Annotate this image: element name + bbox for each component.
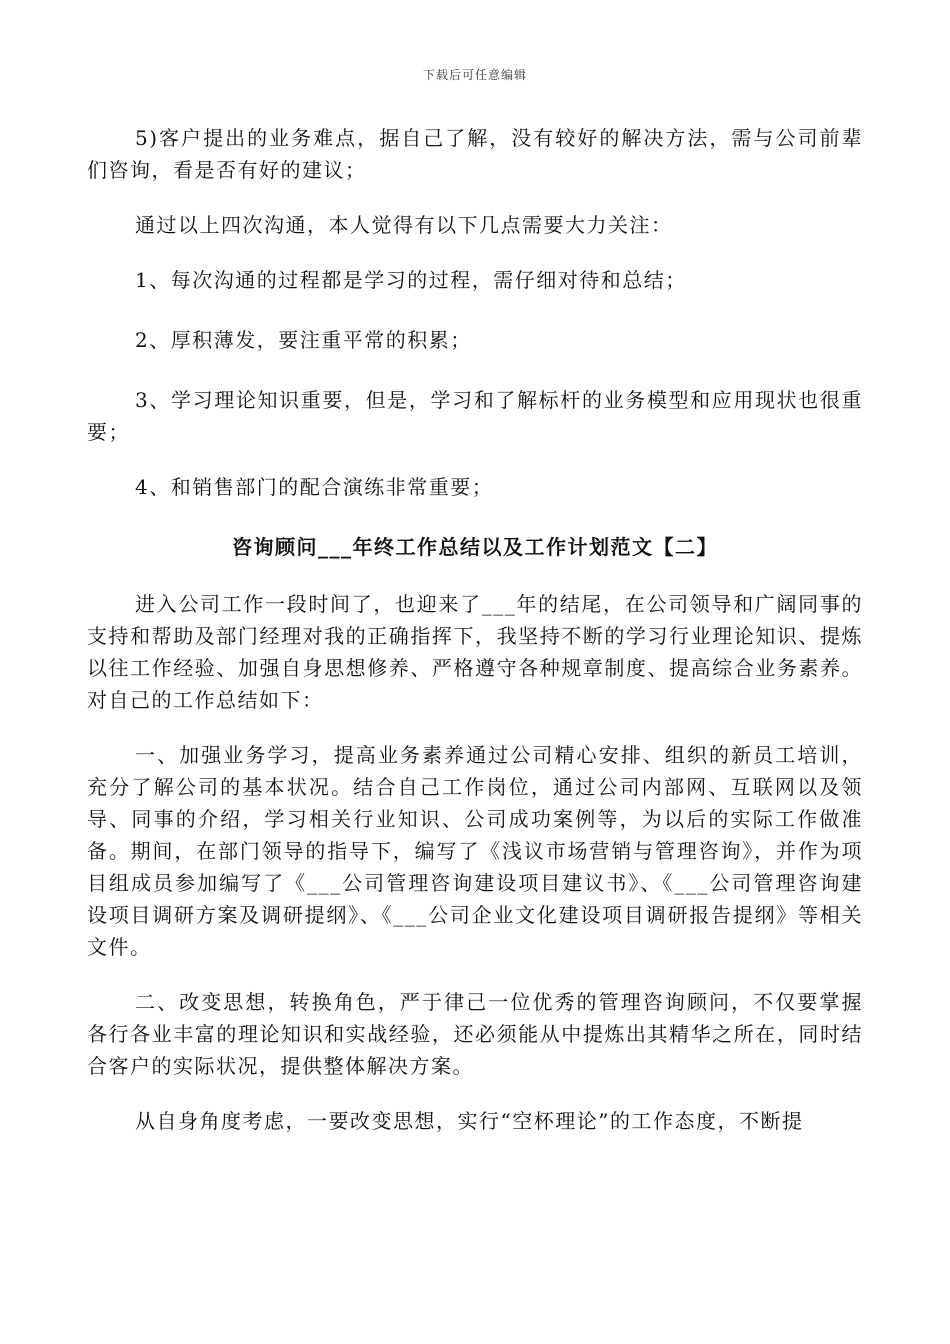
list-item-2: 2、厚积薄发，要注重平常的积累；: [135, 328, 472, 352]
list-item-1: 1、每次沟通的过程都是学习的过程，需仔细对待和总结；: [135, 268, 687, 292]
paragraph-item-5: 5)客户提出的业务难点，据自己了解，没有较好的解决方法，需与公司前辈们咨询，看是否有好的建议；: [87, 126, 863, 182]
document-body: [87, 122, 863, 1160]
list-item-3: 3、学习理论知识重要，但是，学习和了解标杆的业务模型和应用现状也很重要；: [87, 388, 863, 444]
paragraph-summary-intro: 通过以上四次沟通，本人觉得有以下几点需要大力关注：: [135, 213, 673, 237]
section-title: 咨询顾问___年终工作总结以及工作计划范文【二】: [232, 535, 718, 559]
paragraph-intro: 进入公司工作一段时间了，也迎来了___年的结尾，在公司领导和广阔同事的支持和帮助及部门经理对我的正确指挥下，我坚持不断的学习行业理论知识、提炼以往工作经验、加强自身思想修养、严格遵守各种规章制度、提高综合业务素养。对自己的工作总结如下：: [87, 592, 863, 712]
paragraph-self-perspective: 从自身角度考虑，一要改变思想，实行“空杯理论”的工作态度，不断提: [135, 1109, 804, 1133]
paragraph-section-two: 二、改变思想，转换角色，严于律己一位优秀的管理咨询顾问，不仅要掌握各行各业丰富的理论知识和实战经验，还必须能从中提炼出其精华之所在，同时结合客户的实际状况，提供整体解决方案。: [87, 990, 863, 1078]
header-note: 下载后可任意编辑: [422, 68, 527, 82]
paragraph-section-one: 一、加强业务学习，提高业务素养通过公司精心安排、组织的新员工培训，充分了解公司的基本状况。结合自己工作岗位，通过公司内部网、互联网以及领导、同事的介绍，学习相关行业知识、公司成功案例等，为以后的实际工作做准备。期间，在部门领导的指导下，编写了《浅议市场营销与管理咨询》，并作为项目组成员参加编写了《___公司管理咨询建设项目建议书》、《___公司管理咨询建设项目调研方案及调研提纲》、《___公司企业文化建设项目调研报告提纲》等相关文件。: [87, 743, 863, 959]
list-item-4: 4、和销售部门的配合演练非常重要；: [135, 475, 494, 499]
